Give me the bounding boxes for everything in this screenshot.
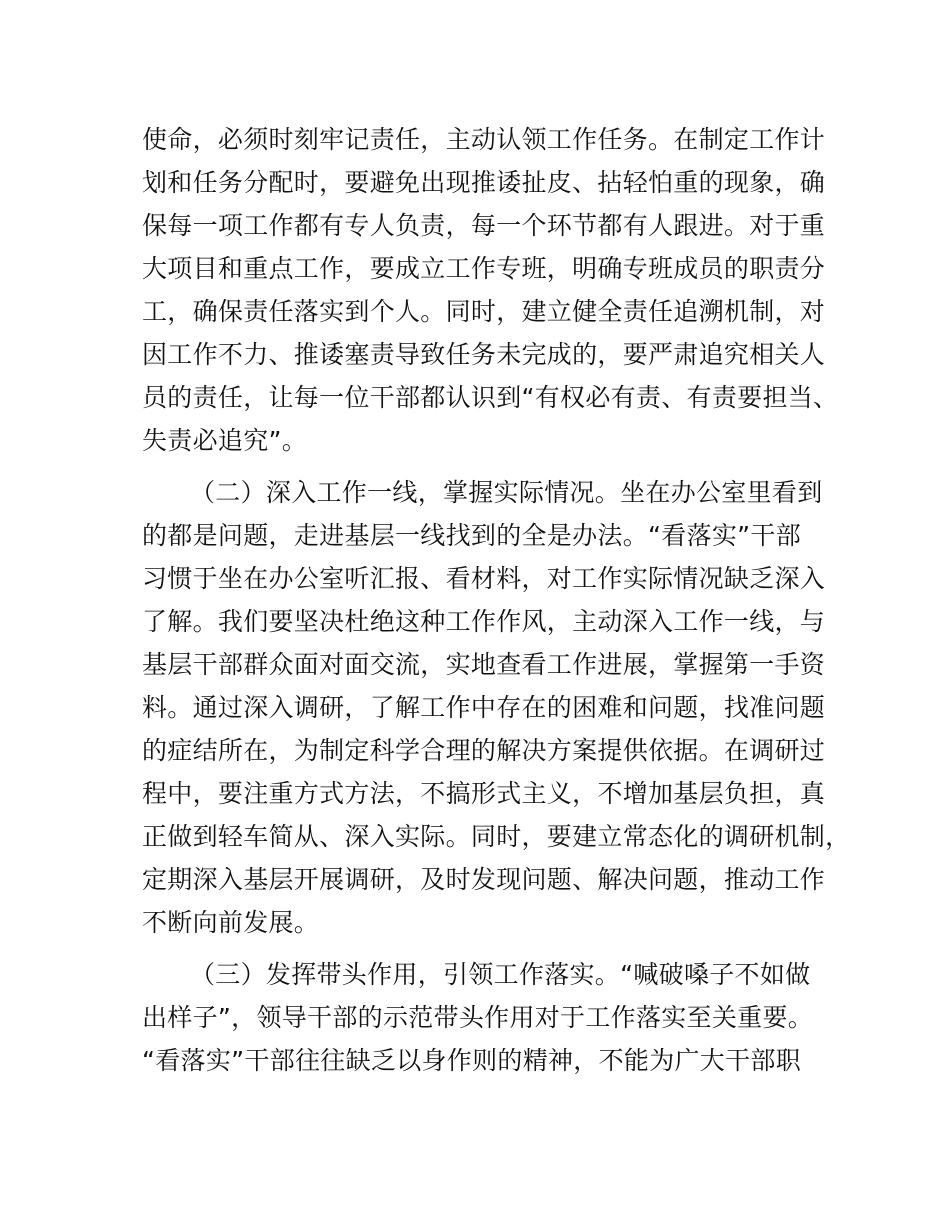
text-line: 失责必追究”。 (142, 426, 308, 455)
text-line: 定期深入基层开展调研，及时发现问题、解决问题，推动工作 (142, 865, 826, 894)
paragraph-1 (142, 118, 842, 462)
document-body (142, 118, 851, 1082)
text-line: 员的责任，让每一位干部都认识到“有权必有责、有责要担当、 (142, 383, 839, 412)
paragraph-3 (142, 953, 842, 1082)
text-line: 了解。我们要坚决杜绝这种工作作风，主动深入工作一线，与 (142, 607, 826, 636)
text-line: 使命，必须时刻牢记责任，主动认领工作任务。在制定工作计 (142, 125, 826, 154)
text-line: 的症结所在，为制定科学合理的解决方案提供依据。在调研过 (142, 736, 826, 765)
text-line: 基层干部群众面对面交流，实地查看工作进展，掌握第一手资 (142, 650, 826, 679)
text-line: 料。通过深入调研，了解工作中存在的困难和问题，找准问题 (142, 693, 826, 722)
text-line: 程中，要注重方式方法，不搞形式主义，不增加基层负担，真 (142, 779, 826, 808)
text-line: 工，确保责任落实到个人。同时，建立健全责任追溯机制，对 (142, 297, 826, 326)
text-line: 正做到轻车简从、深入实际。同时，要建立常态化的调研机制， (142, 822, 851, 851)
text-line: 因工作不力、推诿塞责导致任务未完成的，要严肃追究相关人 (142, 340, 826, 369)
text-line: 的都是问题，走进基层一线找到的全是办法。“看落实”干部 (142, 521, 802, 550)
text-line: 保每一项工作都有专人负责，每一个环节都有人跟进。对于重 (142, 211, 826, 240)
paragraph-2 (142, 471, 851, 944)
text-line: “看落实”干部往往缺乏以身作则的精神，不能为广大干部职 (142, 1046, 802, 1075)
text-line: （二）深入工作一线，掌握实际情况。坐在办公室里看到 (190, 478, 823, 507)
text-line: 习惯于坐在办公室听汇报、看材料，对工作实际情况缺乏深入 (142, 564, 826, 593)
text-line: （三）发挥带头作用，引领工作落实。“喊破嗓子不如做 (190, 960, 811, 989)
text-line: 大项目和重点工作，要成立工作专班，明确专班成员的职责分 (142, 254, 826, 283)
text-line: 出样子”，领导干部的示范带头作用对于工作落实至关重要。 (142, 1003, 814, 1032)
text-line: 不断向前发展。 (142, 908, 320, 937)
text-line: 划和任务分配时，要避免出现推诿扯皮、拈轻怕重的现象，确 (142, 168, 826, 197)
